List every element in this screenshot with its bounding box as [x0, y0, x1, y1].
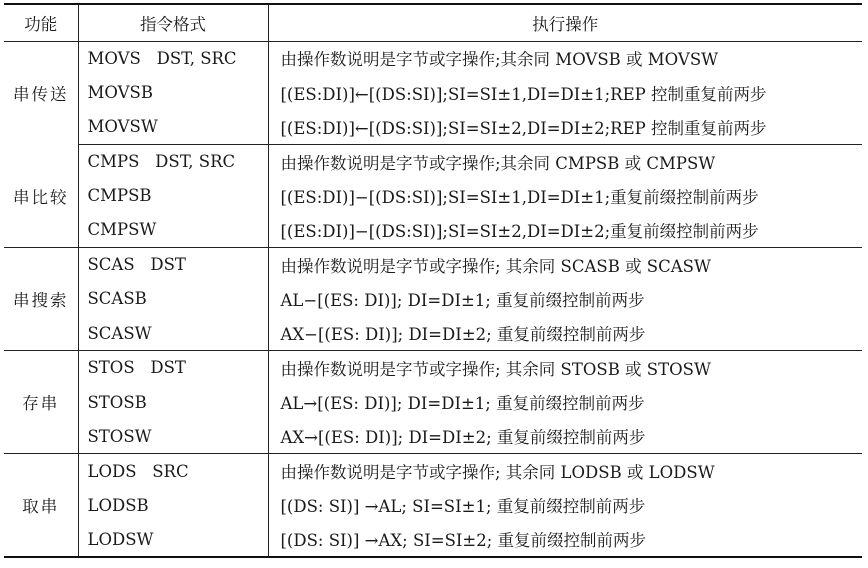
- format-cell: CMPSW: [78, 213, 268, 247]
- table-body: [4, 41, 862, 557]
- table-row: [4, 144, 862, 178]
- operation-cell: 由操作数说明是字节或字操作; 其余同 SCASB 或 SCASW: [268, 247, 862, 281]
- table-header: [4, 4, 862, 41]
- format-cell: LODSW: [78, 522, 268, 556]
- string-instruction-table: [4, 3, 862, 558]
- operation-cell: [(DS: SI)] →AL; SI=SI±1; 重复前缀控制前两步: [268, 488, 862, 522]
- operation-cell: [(ES:DI)]←[(DS:SI)];SI=SI±1,DI=DI±1;REP 控制重复前两步: [268, 75, 862, 109]
- operation-cell: AX−[(ES: DI)]; DI=DI±2; 重复前缀控制前两步: [268, 316, 862, 350]
- header-row: [4, 4, 862, 41]
- format-cell: SCAS DST: [78, 247, 268, 281]
- header-format: 指令格式: [78, 4, 268, 41]
- table-row: [4, 247, 862, 281]
- table-row: [4, 419, 862, 453]
- header-func: 功能: [4, 4, 78, 41]
- operation-cell: [(DS: SI)] →AX; SI=SI±2; 重复前缀控制前两步: [268, 522, 862, 556]
- table-row: [4, 41, 862, 75]
- table-row: [4, 351, 862, 385]
- format-cell: CMPS DST, SRC: [78, 144, 268, 178]
- table-row: [4, 488, 862, 522]
- table-row: [4, 385, 862, 419]
- table-row: [4, 179, 862, 213]
- table-row: [4, 454, 862, 488]
- operation-cell: [(ES:DI)]−[(DS:SI)];SI=SI±1,DI=DI±1;重复前缀控制前两步: [268, 179, 862, 213]
- format-cell: LODSB: [78, 488, 268, 522]
- func-cell: 串传送: [13, 84, 69, 104]
- format-cell: STOSW: [78, 419, 268, 453]
- operation-cell: 由操作数说明是字节或字操作; 其余同 STOSB 或 STOSW: [268, 351, 862, 385]
- format-cell: SCASW: [78, 316, 268, 350]
- operation-cell: 由操作数说明是字节或字操作;其余同 MOVSB 或 MOVSW: [268, 41, 862, 75]
- format-cell: MOVS DST, SRC: [78, 41, 268, 75]
- format-cell: MOVSW: [78, 110, 268, 144]
- table-row: [4, 282, 862, 316]
- func-cell: 存串: [4, 351, 78, 454]
- func-cell: 串比较: [4, 144, 78, 247]
- operation-cell: 由操作数说明是字节或字操作;其余同 CMPSB 或 CMPSW: [268, 144, 862, 178]
- operation-cell: [(ES:DI)]←[(DS:SI)];SI=SI±2,DI=DI±2;REP 控制重复前两步: [268, 110, 862, 144]
- table-row: [4, 75, 862, 109]
- format-cell: MOVSB: [78, 75, 268, 109]
- operation-cell: AL→[(ES: DI)]; DI=DI±1; 重复前缀控制前两步: [268, 385, 862, 419]
- operation-cell: [(ES:DI)]−[(DS:SI)];SI=SI±2,DI=DI±2;重复前缀控制前两步: [268, 213, 862, 247]
- header-operation: 执行操作: [268, 4, 862, 41]
- format-cell: STOS DST: [78, 351, 268, 385]
- table-row: [4, 316, 862, 350]
- func-cell: 串搜索: [4, 247, 78, 350]
- format-cell: STOSB: [78, 385, 268, 419]
- table-row: [4, 110, 862, 144]
- operation-cell: 由操作数说明是字节或字操作; 其余同 LODSB 或 LODSW: [268, 454, 862, 488]
- func-cell: 取串: [4, 454, 78, 557]
- table-row: [4, 522, 862, 556]
- format-cell: CMPSB: [78, 179, 268, 213]
- operation-cell: AL−[(ES: DI)]; DI=DI±1; 重复前缀控制前两步: [268, 282, 862, 316]
- operation-cell: AX→[(ES: DI)]; DI=DI±2; 重复前缀控制前两步: [268, 419, 862, 453]
- table-row: [4, 213, 862, 247]
- format-cell: SCASB: [78, 282, 268, 316]
- format-cell: LODS SRC: [78, 454, 268, 488]
